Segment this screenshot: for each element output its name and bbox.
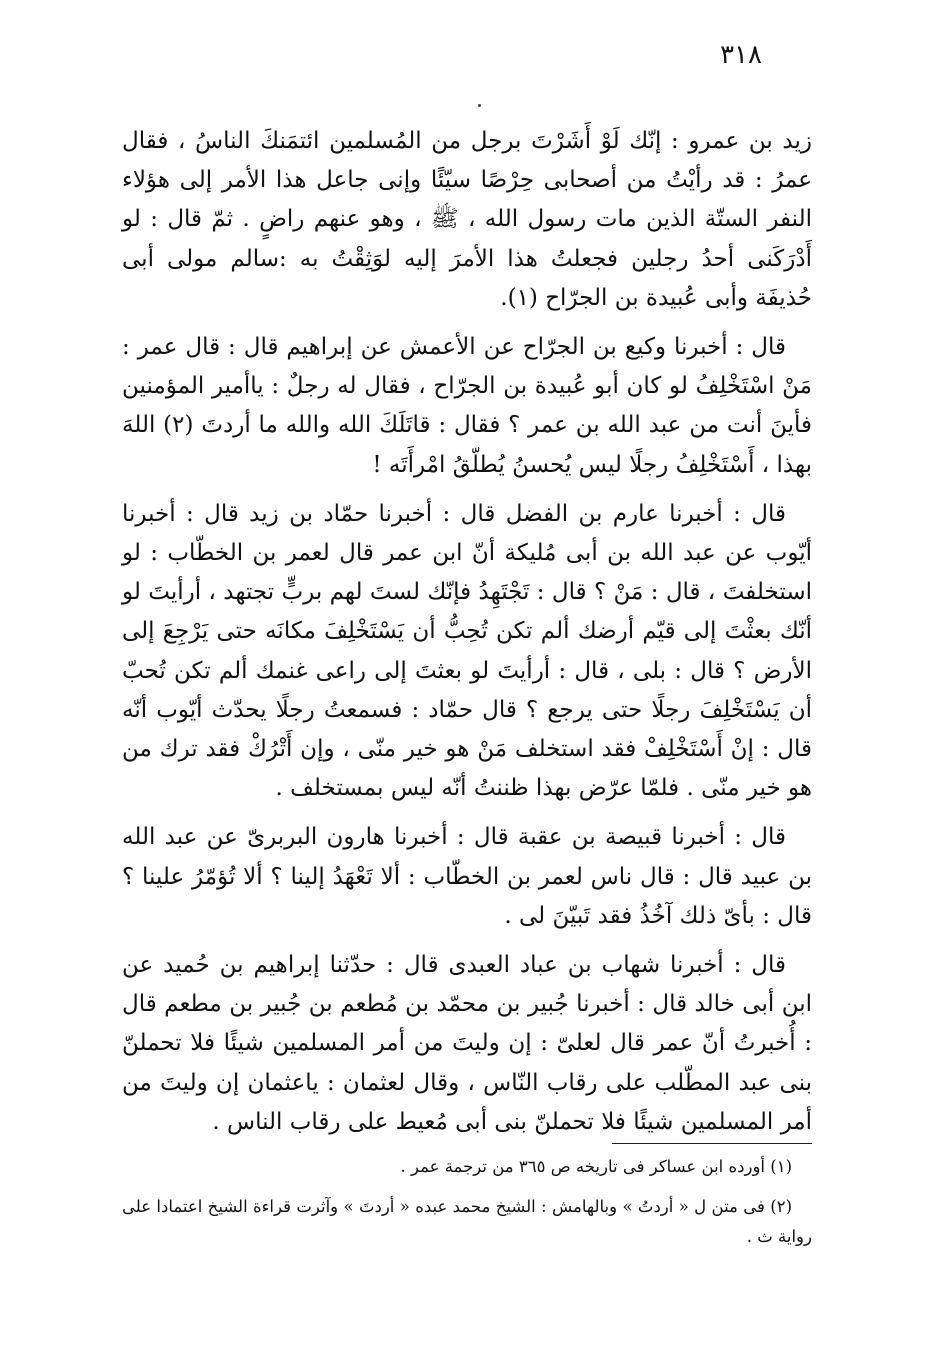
footnote-separator [612,1143,812,1144]
footnote-1: (١) أورده ابن عساكر فى تاريخه ص ٣٦٥ من ترجمة عمر . [400,1157,792,1176]
ink-speck [478,104,481,107]
paragraph-5: قال : أخبرنا شهاب بن عباد العبدى قال : حدّثنا إبراهيم بن حُميد عن ابن أبى خالد قال : أخبرنا جُبير بن محمّد بن مُطعم بن جُبير بن مطعم قال : أُخبرتُ أنّ عمر قال لعلىّ : إن وليتَ من أمر المسلمين شيئًا فلا تحملنّ بنى عبد المطّلب على رقاب النّاس ، وقال لعثمان : ياعثمان إن وليتَ من أمر المسلمين شيئًا فلا تحملنّ بنى أبى مُعيط على رقاب الناس . [122,952,812,1135]
paragraph-1: زيد بن عمرو : إنّك لَوْ أَشَرْتَ برجل من المُسلمين ائتمَنكَ الناسُ ، فقال عمرُ : قد رأيْتُ من أصحابى حِرْصًا سيّئًا وإنى جاعل هذا الأمر إلى هؤلاء النفر الستّة الذين مات رسول الله ، ﷺ ، وهو عنهم راضٍ . ثمّ قال : لو أَدْرَكَنى أحدُ رجلين فجعلتُ هذا الأمرَ إليه لوَثِقْتُ به :سالم مولى أبى حُذيفَة وأبى عُبيدة بن الجرّاح (١). [122,128,812,311]
page-number: ٣١٨ [720,40,762,70]
paragraph-3: قال : أخبرنا عارم بن الفضل قال : أخبرنا حمّاد بن زيد قال : أخبرنا أيّوب عن عبد الله بن أبى مُليكة أنّ ابن عمر قال لعمر بن الخطّاب : لو استخلفتَ ، قال : مَنْ ؟ قال : تَجْتَهِدُ فإنّك لستَ لهم بربٍّ تجتهد ، أرأيتَ لو أنّك بعثْتَ إلى قيّم أرضك ألم تكن تُحِبُّ أن يَسْتَخْلِفَ مكانَه حتى يَرْجِعَ إلى الأرض ؟ قال : بلى ، قال : أرأيتَ لو بعثتَ إلى راعى غنمك ألم تكن تُحبّ أن يَسْتَخْلِفَ رجلًا حتى يرجع ؟ قال حمّاد : فسمعتُ رجلًا يحدّث أيّوب أنّه قال : إنْ أَسْتَخْلِفْ فقد استخلف مَنْ هو خير منّى ، وإن أَتْرُكْ فقد ترك من هو خير منّى . فلمّا عرّض بهذا ظننتُ أنّه ليس بمستخلف . [122,500,812,802]
footnote-2: (٢) فى متن ل « أردتُ » وبالهامش : الشيخ محمد عبده « أردتَ » وآثرت قراءة الشيخ اعتمادا على رواية ث . [122,1197,812,1246]
paragraph-2: قال : أخبرنا وكيع بن الجرّاح عن الأعمش عن إبراهيم قال : قال عمر : مَنْ اسْتَخْلِفُ لو كان أبو عُبيدة بن الجرّاح ، فقال له رجلٌ : ياأمير المؤمنين فأينَ أنت من عبد الله بن عمر ؟ فقال : قاتَلَكَ الله والله ما أردتَ (٢) اللهَ بهذا ، أَسْتَخْلِفُ رجلًا ليس يُحسنُ يُطلّقُ امْرأَتَه ! [122,334,812,478]
main-text [122,122,812,1152]
footnotes [122,1152,812,1262]
paragraph-4: قال : أخبرنا قبيصة بن عقبة قال : أخبرنا هارون البربرىّ عن عبد الله بن عبيد قال : قال ناس لعمر بن الخطّاب : ألا تَعْهَدُ إلينا ؟ ألا تُؤمّرُ علينا ؟ قال : بأىّ ذلك آخُذُ فقد تَبيّنَ لى . [122,824,812,929]
